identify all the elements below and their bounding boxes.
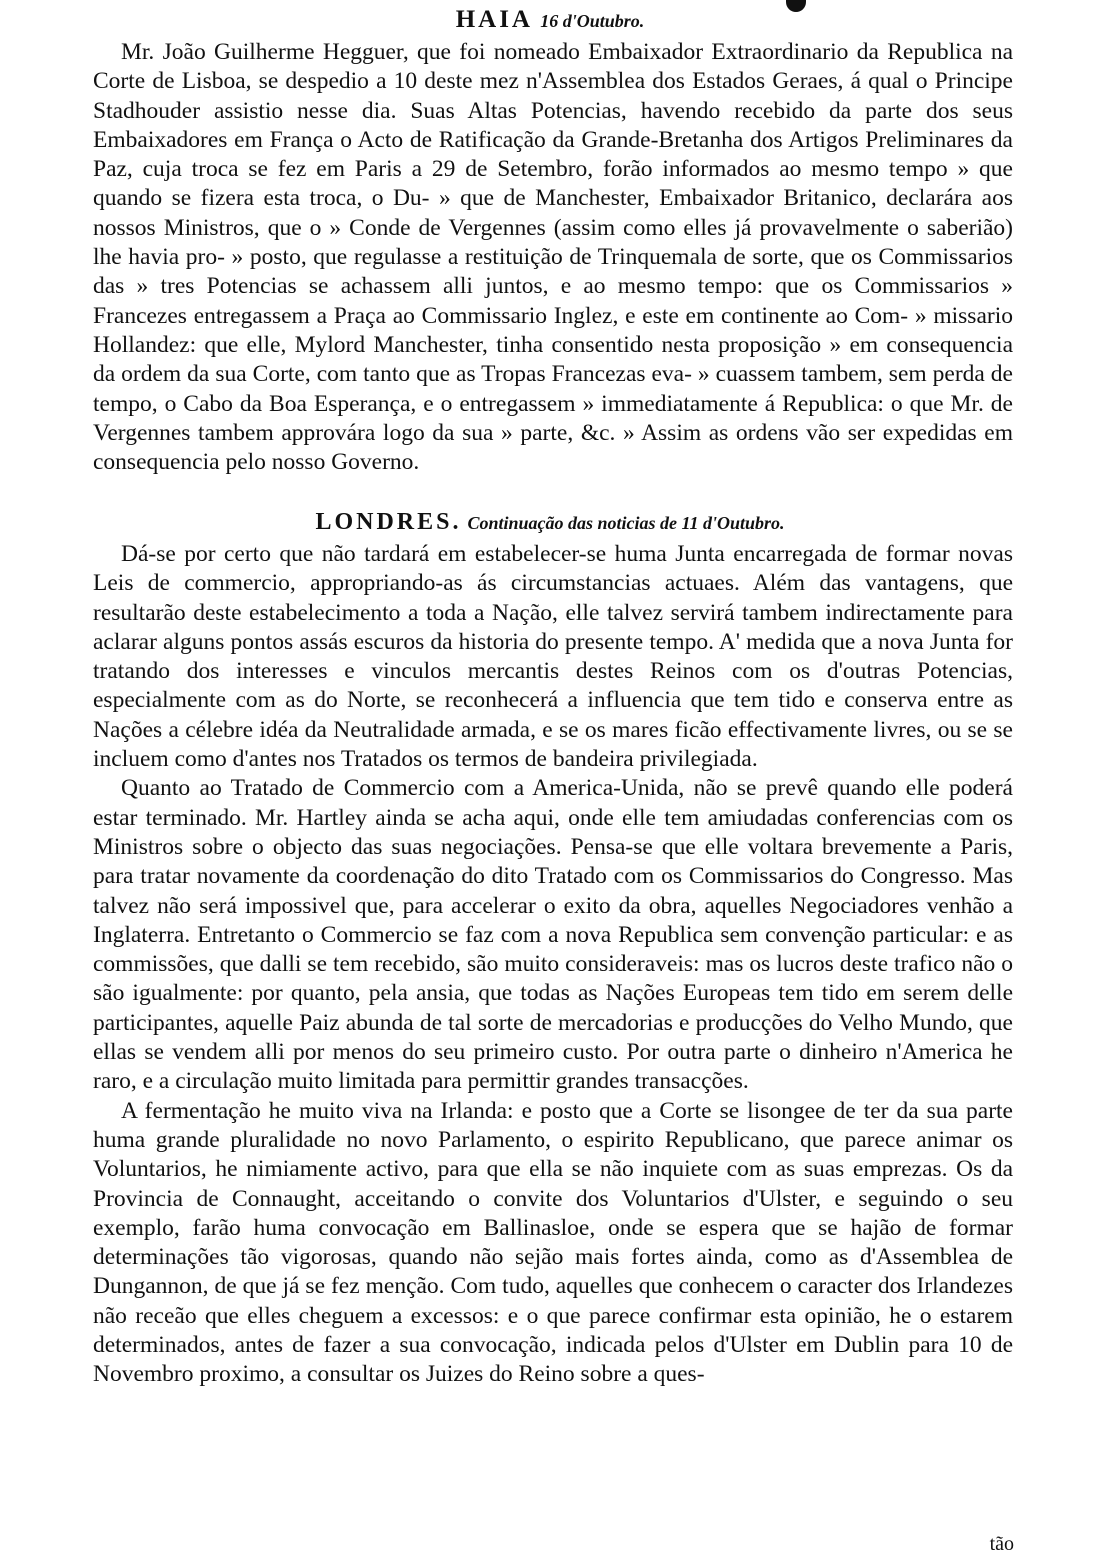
heading-haia <box>0 6 1100 35</box>
catchword: tão <box>989 1533 1014 1555</box>
paragraph: Quanto ao Tratado de Commercio com a America-Unida, não se prevê quando elle poderá estar terminado. Mr. Hartley ainda se acha aqui, onde elle tem amiudadas conferencias com os Ministros sobre o objecto das suas negociações. Pensa-se que elle voltara brevemente a Paris, para tratar novamente da coordenação do dito Tratado com os Commissarios do Congresso. Mas talvez não será impossivel que, para accelerar o exito da obra, aquelles Negociadores venhão a Inglaterra. Entretanto o Commercio se faz com a nova Republica sem convenção particular: e as commissões, que dalli se tem recebido, são muito consideraveis: mas os lucros deste trafico não o são igualmente: por quanto, pela ansia, que todas as Nações Europeas tem tido em serem delle participantes, aquelle Paiz abunda de tal sorte de mercadorias e producções do Velho Mundo, que ellas se vendem alli por menos do seu primeiro custo. Por outra parte o dinheiro n'America he raro, e a circulação muito limitada para permittir grandes transacções. <box>93 775 1013 1095</box>
heading-date: 16 d'Outubro. <box>540 11 645 31</box>
article-haia-body <box>93 38 1013 477</box>
heading-place: HAIA <box>455 6 533 33</box>
paragraph: Mr. João Guilherme Hegguer, que foi nomeado Embaixador Extraordinario da Republica na Corte de Lisboa, se despedio a 10 deste mez n'Assemblea dos Estados Geraes, á qual o Principe Stadhouder assistio nesse dia. Suas Altas Potencias, havendo recebido da parte dos seus Embaixadores em França o Acto de Ratificação da Grande-Bretanha dos Artigos Preliminares da Paz, cuja troca se fez em Paris a 29 de Setembro, forão informados ao mesmo tempo » que quando se fizera esta troca, o Du- » que de Manchester, Embaixador Britanico, declarára aos nossos Ministros, que o » Conde de Vergennes (assim como elles já provavelmente o saberião) lhe havia pro- » posto, que regulasse a restituição de Trinquemala de sorte, que os Commissarios das » tres Potencias se achassem alli juntos, e ao mesmo tempo: que os Commissarios » Francezes entregassem a Praça ao Commissario Inglez, e este em continente ao Com- » missario Hollandez: que elle, Mylord Manchester, tinha consentido nesta proposição » em consequencia da ordem da sua Corte, com tanto que as Tropas Francezas eva- » cuassem tambem, sem perda de tempo, o Cabo da Boa Esperança, e o entregassem » immediatamente á Republica: o que Mr. de Vergennes tambem approvára logo da sua » parte, &c. » Assim as ordens vão ser expedidas em consequencia pelo nosso Governo. <box>93 39 1013 476</box>
heading-subtitle: Continuação das noticias de 11 d'Outubro. <box>467 513 785 533</box>
article-londres-body <box>93 540 1013 1390</box>
paragraph: A fermentação he muito viva na Irlanda: e posto que a Corte se lisongee de ter da sua parte huma grande pluralidade no novo Parlamento, o espirito Republicano, que parece animar os Voluntarios, he nimiamente activo, para que ella se não inquiete com as suas emprezas. Os da Provincia de Connaught, acceitando o convite dos Voluntarios d'Ulster, e seguindo o seu exemplo, farão huma convocação em Ballinasloe, onde se espera que se hajão de formar determinações tão vigorosas, quando não sejão mais fortes ainda, como as d'Assemblea de Dungannon, de que já se fez menção. Com tudo, aquelles que conhecem o caracter dos Irlandezes não receão que elles cheguem a excessos: e o que parece confirmar esta opinião, he o estarem determinados, antes de fazer a sua convocação, indicada pelos d'Ulster em Dublin para 10 de Novembro proximo, a consultar os Juizes do Reino sobre a ques- <box>93 1097 1013 1388</box>
heading-place: LONDRES. <box>315 509 462 535</box>
heading-londres <box>0 508 1100 537</box>
paragraph: Dá-se por certo que não tardará em estabelecer-se huma Junta encarregada de formar novas Leis de commercio, appropriando-as ás circumstancias actuaes. Além das vantagens, que resultarão deste estabelecimento a toda a Nação, elle talvez servirá tambem indirectamente para aclarar alguns pontos assás escuros da historia do presente tempo. A' medida que a nova Junta for tratando dos interesses e vinculos mercantis destes Reinos com os d'outras Potencias, especialmente com as do Norte, se reconhecerá a influencia que tem tido e conserva entre as Nações a célebre idéa da Neutralidade armada, e se os mares ficão effectivamente livres, ou se se incluem como d'antes nos Tratados os termos de bandeira privilegiada. <box>93 541 1013 773</box>
